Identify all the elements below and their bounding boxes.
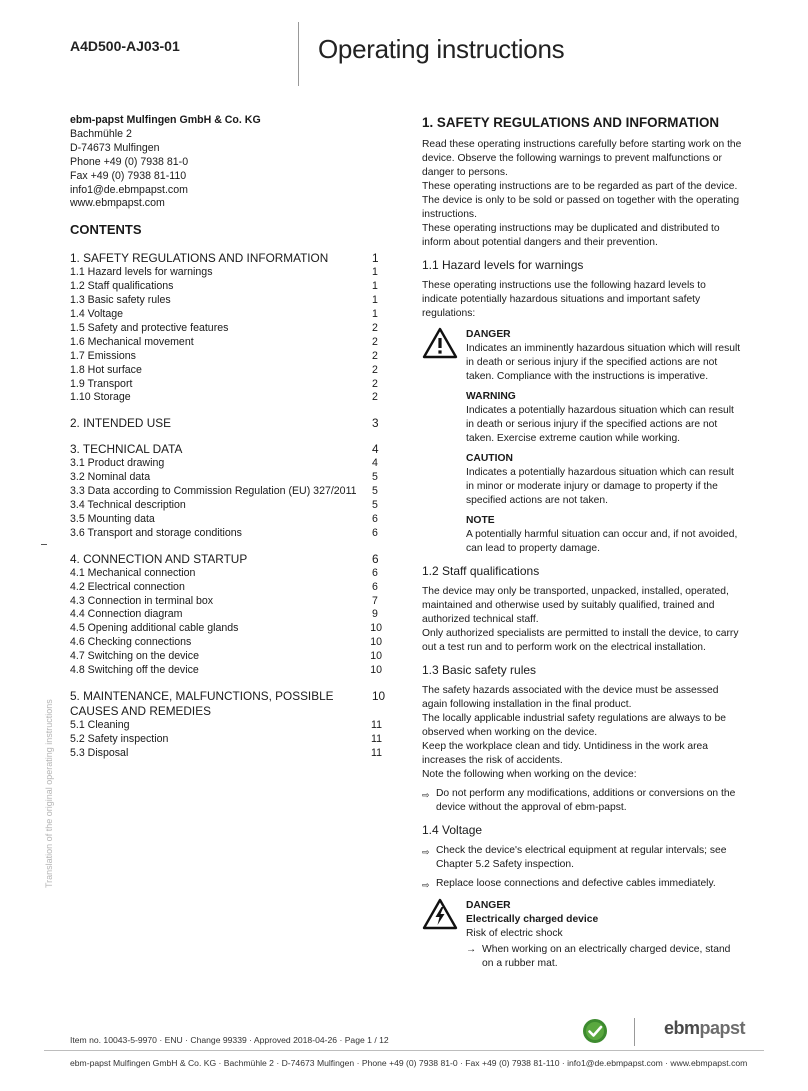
email-line: info1@de.ebmpapst.com [70,183,188,196]
toc-entry-title: 5.1 Cleaning [70,719,130,731]
contents-heading: CONTENTS [70,222,142,238]
toc-section-title: 3. TECHNICAL DATA [70,442,183,457]
toc-entry-title: 4.4 Connection diagram [70,608,183,621]
toc-page-number: 5 [372,485,378,498]
toc-entry[interactable] [70,650,382,664]
hazard-title-caution: CAUTION [466,453,513,464]
toc-entry[interactable] [70,664,382,678]
toc-entry-title: 3.4 Technical description [70,499,186,512]
toc-page-number: 6 [372,566,378,579]
toc-entry[interactable] [70,636,382,650]
toc-page-number: 11 [371,719,382,731]
hazard-levels-list [466,327,744,556]
toc-entry[interactable] [70,457,382,471]
danger-subtitle: Electrically charged device [466,914,599,925]
toc-entry-title: 3.3 Data according to Commission Regulation (EU) 327/2011 [70,485,357,498]
paragraph: These operating instructions use the following hazard levels to indicate potentially hazardous situations and important safety regulations: [422,280,706,319]
toc-page-number: 2 [372,335,378,348]
brand-logo [664,1018,745,1039]
toc-section [70,689,386,761]
toc-entry-title: 5.3 Disposal [70,746,129,759]
toc-entry[interactable] [70,513,382,527]
hazard-title-warning: WARNING [466,391,516,402]
toc-page-number: 2 [372,363,378,376]
toc-page-number: 1 [372,280,378,293]
toc-entry[interactable] [70,322,382,336]
toc-entry-title: 1.5 Safety and protective features [70,321,229,334]
toc-entry[interactable] [70,485,382,499]
toc-entry-title: 3.5 Mounting data [70,512,155,525]
toc-entry[interactable] [70,567,382,581]
subheading-hazard-levels: 1.1 Hazard levels for warnings [422,258,584,272]
hazard-text: Indicates an imminently hazardous situation which will result in death or serious injury if the specified actions are not taken. Compliance with the instructions is imperative. [466,343,741,382]
toc-entry[interactable] [70,471,382,485]
right-column [422,114,744,971]
toc-page-number: 10 [372,689,386,703]
logo-part: ebm [664,1018,700,1038]
toc-page-number: 1 [372,251,379,266]
toc-entry[interactable] [70,719,382,733]
danger-text: Risk of electric shock [466,928,563,939]
toc-entry[interactable] [70,266,382,280]
left-column [70,114,386,772]
green-badge-icon [582,1018,608,1044]
toc-page-number: 1 [372,307,378,320]
hazard-text: Indicates a potentially hazardous situation which can result in minor or moderate injury or damage to property if the specified actions are not taken. [466,467,734,506]
toc-page-number: 11 [371,746,382,759]
toc-entry-title: 3.1 Product drawing [70,457,165,470]
toc-page-number: 2 [372,377,378,390]
subheading-voltage: 1.4 Voltage [422,823,483,837]
toc-entry-title: 5.2 Safety inspection [70,732,169,745]
bullet-text: Replace loose connections and defective cables immediately. [436,878,716,889]
toc-page-number: 5 [372,471,378,484]
danger-action [466,943,744,971]
phone-line: Phone +49 (0) 7938 81-0 [70,155,189,168]
fax-line: Fax +49 (0) 7938 81-110 [70,169,187,182]
toc-entry[interactable] [70,280,382,294]
toc-entry[interactable] [70,350,382,364]
paragraph: Only authorized specialists are permitted to install the device, to carry out a test run and to perform work on the electrical installation. [422,628,739,653]
margin-mark [41,544,47,545]
toc-entry[interactable] [70,747,382,761]
bullet-text: Do not perform any modifications, additions or conversions on the device without the approval of ebm-papst. [436,788,736,813]
document-title: Operating instructions [318,34,565,64]
paragraph: The safety hazards associated with the device must be assessed again following installation in the final product. [422,685,719,710]
paragraph: Note the following when working on the device: [422,769,637,780]
toc-page-number: 6 [372,551,379,566]
arrow-bullet-icon: ⇨ [422,790,430,800]
toc-entry-title: 1.4 Voltage [70,307,124,320]
paragraph: Keep the workplace clean and tidy. Untidiness in the work area increases the risk of accidents. [422,741,708,766]
toc-entry[interactable] [70,308,382,322]
toc-page-number: 6 [372,580,378,593]
toc-page-number: 10 [370,622,382,635]
company-name: ebm-papst Mulfingen GmbH & Co. KG [70,114,261,126]
paragraph: Read these operating instructions carefully before starting work on the device. Observe the following warnings to prevent malfunctions or danger to persons. [422,139,742,178]
toc-entry-title: 3.2 Nominal data [70,471,151,484]
toc-page-number: 10 [370,664,382,677]
toc-entry-title: 4.1 Mechanical connection [70,566,196,579]
hazard-text: A potentially harmful situation can occur and, if not avoided, can lead to property damage. [466,529,738,554]
toc-page-number: 6 [372,512,378,525]
logo-divider [634,1018,635,1046]
hazard-title-note: NOTE [466,515,495,526]
action-text: When working on an electrically charged device, stand on a rubber mat. [482,944,731,969]
website-line: www.ebmpapst.com [70,197,165,210]
footer-divider [44,1050,764,1051]
toc-entry[interactable] [70,622,382,636]
toc-page-number: 11 [371,732,382,745]
toc-section-entry[interactable] [70,442,382,457]
toc-entry[interactable] [70,391,382,405]
toc-entry-title: 1.1 Hazard levels for warnings [70,266,213,279]
footer-address: ebm-papst Mulfingen GmbH & Co. KG · Bachmühle 2 · D-74673 Mulfingen · Phone +49 (0) 7938 81-0 · Fax +49 (0) 7938 81-110 · info1@de.ebmpapst.com · www.ebmpapst.com [70,1058,748,1068]
doc-code: A4D500-AJ03-01 [70,38,180,54]
section-heading-safety: 1. SAFETY REGULATIONS AND INFORMATION [422,115,720,130]
toc-entry-title: 1.7 Emissions [70,349,136,362]
toc-entry[interactable] [70,499,382,513]
toc-section-title: 2. INTENDED USE [70,416,171,431]
table-of-contents [70,251,386,760]
toc-section-entry[interactable] [70,251,382,266]
toc-entry-title: 4.8 Switching off the device [70,664,199,677]
toc-section-entry[interactable] [70,689,386,719]
hazard-title-danger: DANGER [466,329,511,340]
toc-section-entry[interactable] [70,552,382,567]
toc-page-number: 5 [372,499,378,512]
danger-title: DANGER [466,900,511,911]
toc-page-number: 10 [370,650,382,663]
toc-entry-title: 4.7 Switching on the device [70,650,199,663]
toc-page-number: 6 [372,526,378,539]
toc-page-number: 2 [372,321,378,334]
toc-entry[interactable] [70,595,382,609]
toc-section-title: 4. CONNECTION AND STARTUP [70,551,248,566]
toc-page-number: 4 [372,442,379,457]
footer-meta: Item no. 10043-5-9970 · ENU · Change 99339 · Approved 2018-04-26 · Page 1 / 12 [70,1035,389,1045]
toc-entry-title: 4.6 Checking connections [70,636,192,649]
toc-page-number: 1 [372,266,378,279]
toc-entry-title: 1.3 Basic safety rules [70,294,171,307]
toc-entry[interactable] [70,733,382,747]
toc-page-number: 3 [372,416,379,431]
toc-section [70,442,382,540]
address-line: D-74673 Mulfingen [70,141,160,154]
side-note: Translation of the original operating instructions [44,699,54,888]
toc-section [70,416,382,431]
toc-entry[interactable] [70,378,382,392]
toc-entry[interactable] [70,608,382,622]
bullet-text: Check the device's electrical equipment at regular intervals; see Chapter 5.2 Safety inspection. [436,845,727,870]
toc-entry-title: 4.2 Electrical connection [70,580,185,593]
toc-entry-title: 1.9 Transport [70,377,133,390]
bullet-item [422,787,744,815]
paragraph: The device may only be transported, unpacked, installed, operated, maintained and otherwise used by suitably qualified, trained and authorized technical staff. [422,586,729,625]
toc-entry-title: 1.8 Hot surface [70,363,142,376]
toc-entry-title: 1.6 Mechanical movement [70,335,194,348]
toc-section-title: 1. SAFETY REGULATIONS AND INFORMATION [70,251,329,266]
right-arrow-icon: → [466,944,477,955]
toc-entry[interactable] [70,336,382,350]
toc-section-entry[interactable] [70,416,382,431]
toc-page-number: 7 [372,594,378,607]
logo-part: papst [699,1018,746,1038]
toc-page-number: 2 [372,349,378,362]
subheading-basic-rules: 1.3 Basic safety rules [422,663,537,677]
bullet-item [422,844,744,872]
toc-entry-title: 3.6 Transport and storage conditions [70,526,242,539]
toc-entry[interactable] [70,364,382,378]
toc-page-number: 4 [372,457,378,470]
toc-page-number: 9 [372,608,378,621]
toc-entry-title: 1.2 Staff qualifications [70,280,174,293]
hazard-block [422,327,744,556]
toc-section [70,251,382,405]
toc-entry[interactable] [70,294,382,308]
arrow-bullet-icon: ⇨ [422,880,430,890]
paragraph: These operating instructions may be duplicated and distributed to inform about potential dangers and their prevention. [422,223,720,248]
toc-page-number: 1 [372,294,378,307]
toc-entry-title: 4.5 Opening additional cable glands [70,622,239,635]
company-address [70,114,382,211]
toc-entry-title: 4.3 Connection in terminal box [70,594,214,607]
paragraph: These operating instructions are to be regarded as part of the device. The device is only to be sold or passed on together with the operating instructions. [422,181,740,220]
toc-page-number: 2 [372,391,378,404]
paragraph: The locally applicable industrial safety regulations are always to be observed when working on the device. [422,713,726,738]
header-divider [298,22,299,86]
toc-section-title: 5. MAINTENANCE, MALFUNCTIONS, POSSIBLE CAUSES AND REMEDIES [70,689,334,718]
bullet-item [422,877,744,892]
subheading-staff: 1.2 Staff qualifications [422,564,540,578]
toc-section [70,552,382,678]
electric-danger-block [422,898,744,971]
toc-entry-title: 1.10 Storage [70,391,131,404]
toc-entry[interactable] [70,527,382,541]
electric-shock-warning-icon [422,898,466,971]
arrow-bullet-icon: ⇨ [422,847,430,857]
toc-page-number: 10 [370,636,382,649]
warning-triangle-icon [422,327,466,556]
address-line: Bachmühle 2 [70,127,132,140]
hazard-text: Indicates a potentially hazardous situation which can result in death or serious injury if the specified actions are not taken. Exercise extreme caution while working. [466,405,734,444]
toc-entry[interactable] [70,581,382,595]
